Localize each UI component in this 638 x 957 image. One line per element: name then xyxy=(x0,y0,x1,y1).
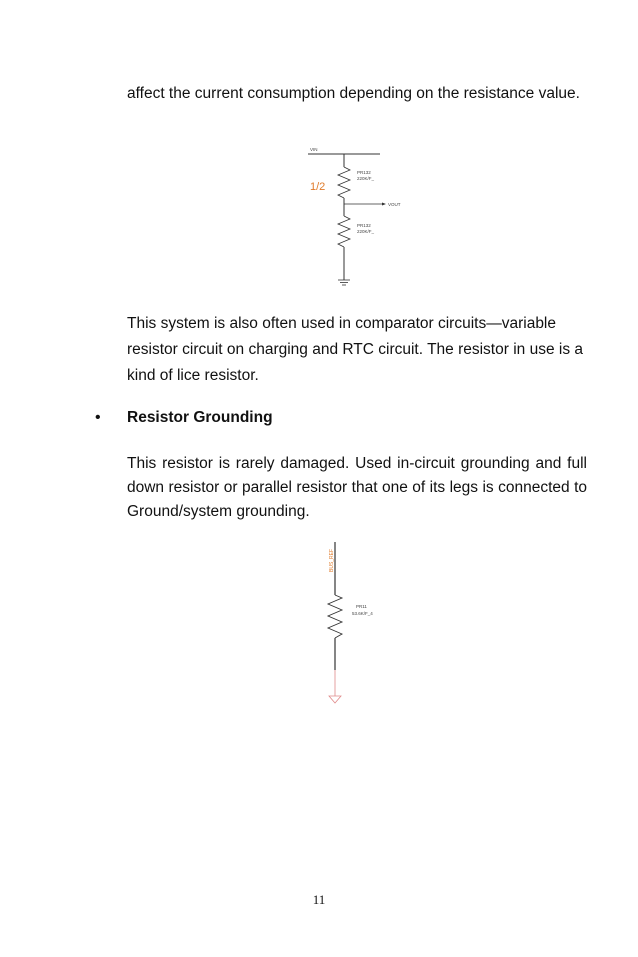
resistor-bottom-value: 220K/F_ xyxy=(357,229,375,234)
resistor-value: 53.6K/F_4 xyxy=(352,611,373,616)
page-number: 11 xyxy=(312,892,326,907)
ground-icon xyxy=(329,696,341,703)
resistor-bottom xyxy=(338,216,350,247)
vout-arrow-icon xyxy=(382,203,386,206)
voltage-divider-diagram xyxy=(300,140,440,290)
ground-icon xyxy=(338,280,350,285)
paragraph-comparator: This system is also often used in comparator circuits—variable resistor circuit on charging and RTC circuit. The resistor in use is a kind of lice resistor. xyxy=(127,315,583,384)
resistor-bottom-name: PR132 xyxy=(357,223,371,228)
vin-label: VIN xyxy=(310,147,318,152)
bullet-title: Resistor Grounding xyxy=(127,409,273,426)
resistor xyxy=(328,595,342,638)
bullet-icon: • xyxy=(95,409,101,426)
grounding-resistor-diagram xyxy=(300,540,420,715)
resistor-top-name: PR132 xyxy=(357,170,371,175)
paragraph-intro: affect the current consumption depending on the resistance value. xyxy=(127,85,580,102)
ratio-label: 1/2 xyxy=(310,181,326,193)
paragraph-grounding: This resistor is rarely damaged. Used in-circuit grounding and full down resistor or parallel resistor that one of its legs is connected to Ground/system grounding. xyxy=(127,455,587,520)
resistor-name: PR11 xyxy=(356,604,367,609)
resistor-top-value: 220K/F_ xyxy=(357,176,375,181)
net-label: BUS_REF xyxy=(329,548,335,572)
resistor-top xyxy=(338,167,350,198)
vout-label: VOUT xyxy=(388,202,401,207)
